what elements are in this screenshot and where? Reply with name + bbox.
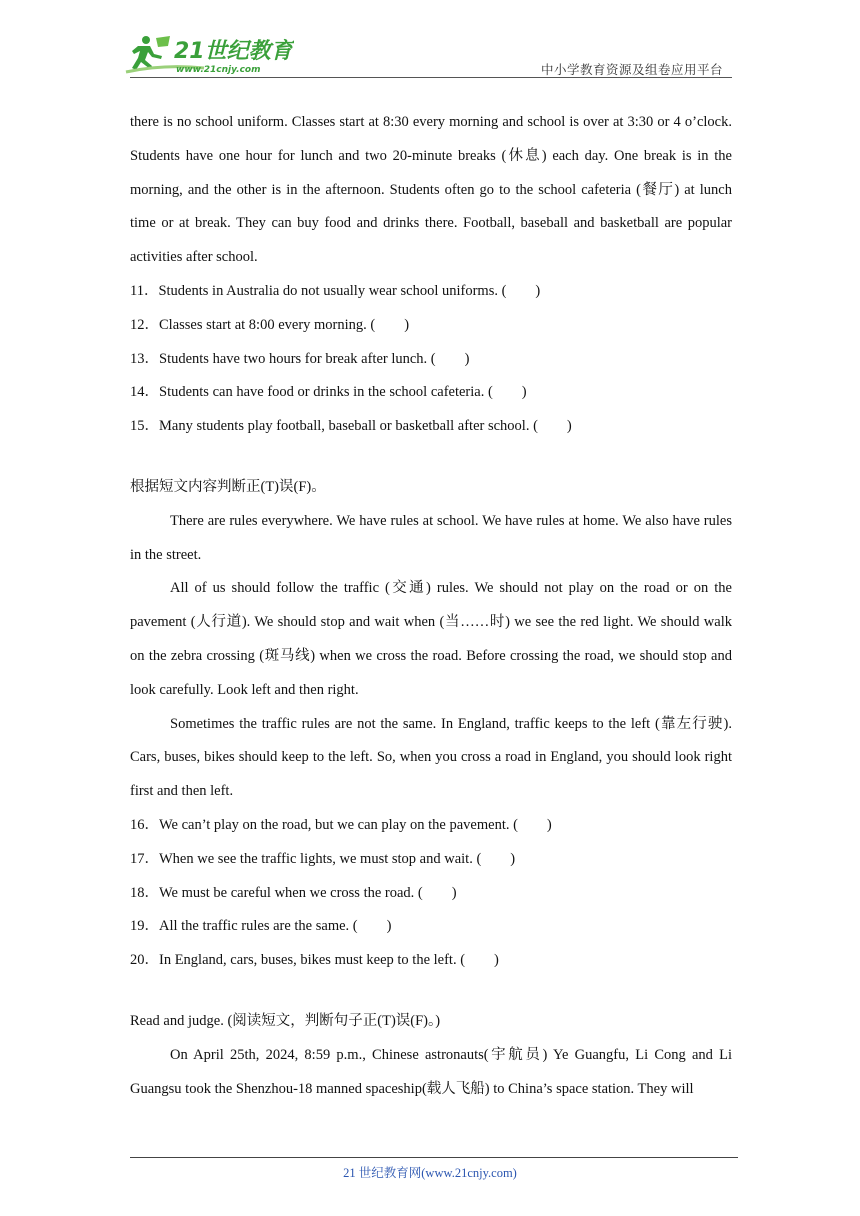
question-19: 19．All the traffic rules are the same. ( ): [130, 918, 392, 935]
question-17: 17．When we see the traffic lights, we must stop and wait. ( ): [130, 850, 516, 867]
document-body: [130, 106, 732, 1106]
question-14: 14．Students can have food or drinks in the school cafeteria. ( ): [130, 384, 527, 401]
footer-divider: [130, 1157, 738, 1158]
section-2-instruction: 根据短文内容判断正(T)误(F)。: [130, 478, 326, 495]
footer-link[interactable]: 21 世纪教育网(www.21cnjy.com): [343, 1166, 517, 1180]
question-15: 15．Many students play football, baseball or basketball after school. ( ): [130, 418, 572, 435]
header-tagline: 中小学教育资源及组卷应用平台: [540, 62, 723, 77]
section-gap: [130, 444, 732, 471]
runner-logo-icon: [124, 34, 294, 76]
passage-2-paragraph-3: Sometimes the traffic rules are not the same. In England, traffic keeps to the left (靠左行驶). Cars, buses, bikes should keep to the left. So, when you cross a road in England, you should look right first and then left.: [130, 715, 732, 800]
passage-2-paragraph-1: There are rules everywhere. We have rules at school. We have rules at home. We also have rules in the street.: [130, 512, 732, 563]
question-18: 18．We must be careful when we cross the road. ( ): [130, 884, 457, 901]
passage-1-tail: there is no school uniform. Classes start at 8:30 every morning and school is over at 3:30 or 4 o’clock. Students have one hour for lunch and two 20-minute breaks (休息) each day. One break is in the morning, and the other is in the afternoon. Students often go to the school cafeteria (餐厅) at lunch time or at break. They can buy food and drinks there. Football, baseball and basketball are popular activities after school.: [130, 114, 732, 266]
site-logo[interactable]: [124, 34, 294, 76]
page-header: [0, 0, 860, 80]
question-11: 11．Students in Australia do not usually wear school uniforms. ( ): [130, 282, 541, 299]
question-12: 12．Classes start at 8:00 every morning. ( ): [130, 316, 410, 333]
question-16: 16．We can’t play on the road, but we can play on the pavement. ( ): [130, 816, 552, 833]
section-3-instruction: Read and judge. (阅读短文，判断句子正(T)误(F)。): [130, 1012, 441, 1029]
section-gap: [130, 978, 732, 1005]
question-13: 13．Students have two hours for break after lunch. ( ): [130, 350, 470, 367]
header-divider: [130, 77, 732, 78]
logo-url: www.21cnjy.com: [176, 65, 261, 75]
logo-text: 21世纪教育: [174, 39, 293, 64]
passage-3-paragraph-1: On April 25th, 2024, 8:59 p.m., Chinese astronauts(宇航员) Ye Guangfu, Li Cong and Li Guangsu took the Shenzhou-18 manned spaceship(载人飞船) to China’s space station. They will: [130, 1046, 732, 1097]
question-20: 20．In England, cars, buses, bikes must keep to the left. ( ): [130, 952, 499, 969]
passage-2-paragraph-2: All of us should follow the traffic (交通) rules. We should not play on the road or on the pavement (人行道). We should stop and wait when (当……时) we see the red light. We should walk on the zebra crossing (斑马线) when we cross the road. Before crossing the road, we should stop and look carefully. Look left and then right.: [130, 580, 732, 698]
